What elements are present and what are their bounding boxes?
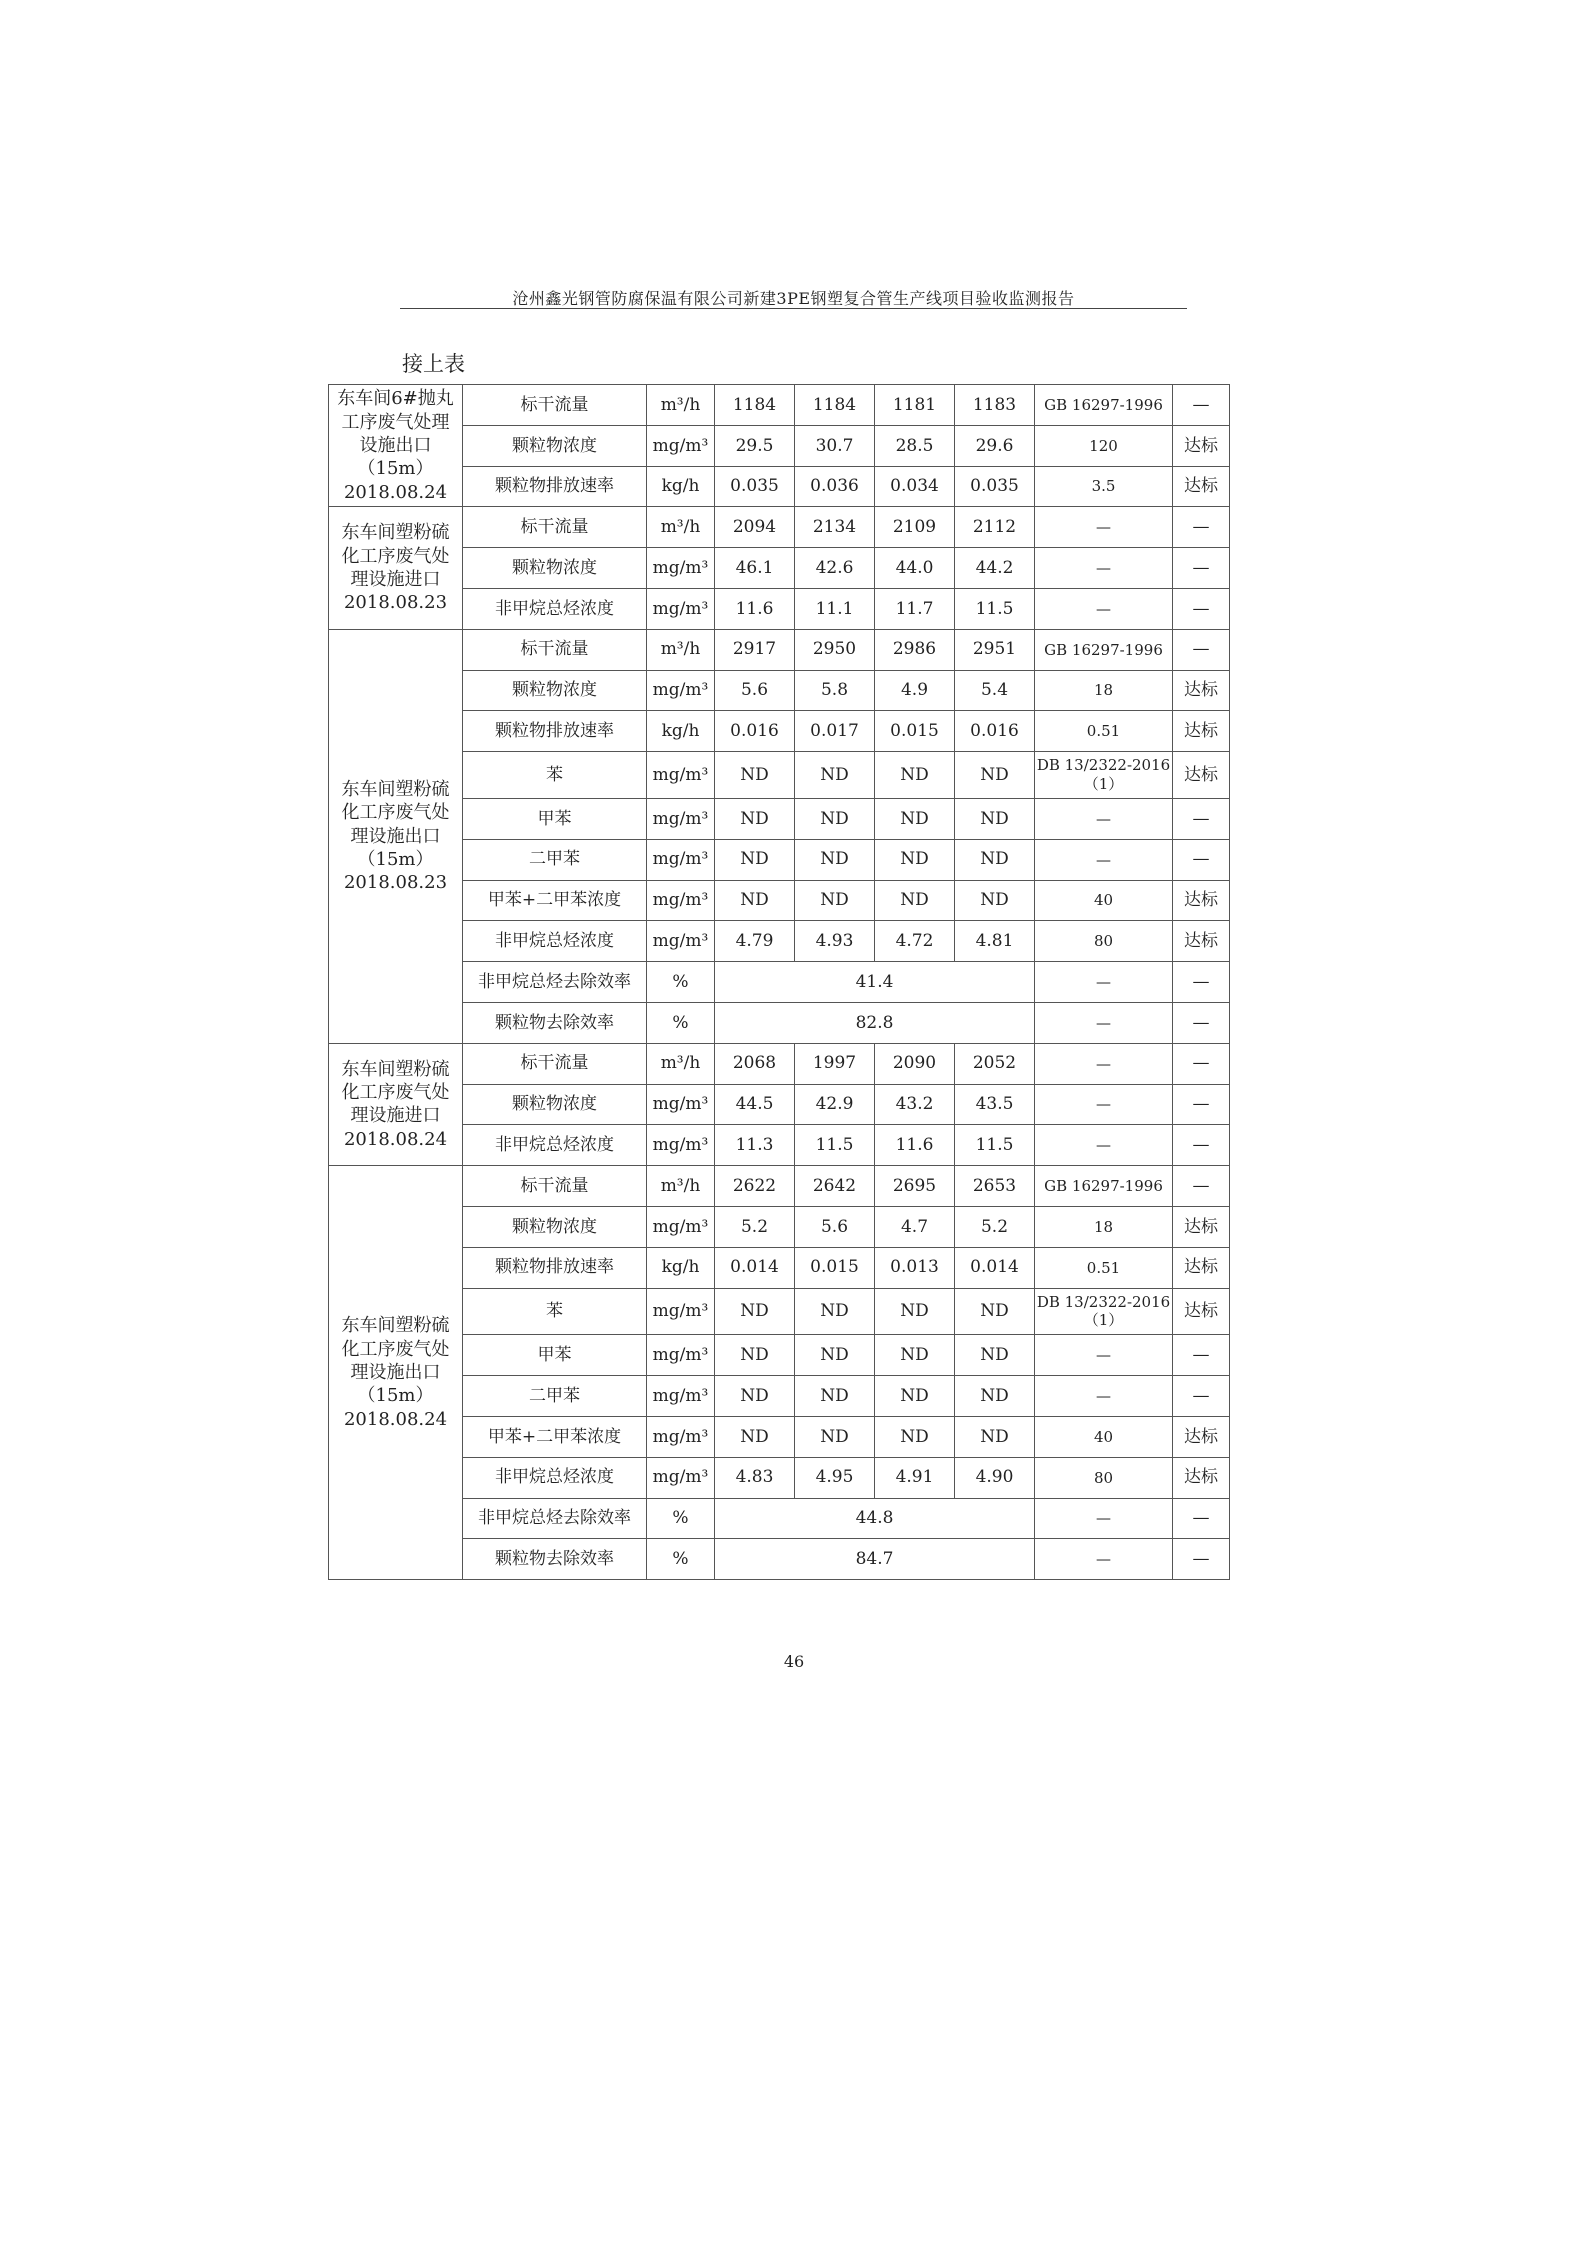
standard-cell: — <box>1035 1043 1173 1084</box>
site-line: 2018.08.23 <box>343 592 448 614</box>
value-cell: ND <box>715 1288 795 1335</box>
result-cell: — <box>1173 1002 1230 1043</box>
value-cell: ND <box>715 880 795 921</box>
value-cell: 2653 <box>955 1166 1035 1207</box>
result-cell: — <box>1173 1125 1230 1166</box>
site-line: 化工序废气处 <box>341 545 450 567</box>
item-cell: 颗粒物浓度 <box>463 670 647 711</box>
table-row <box>329 1043 1230 1084</box>
value-cell: 11.3 <box>715 1125 795 1166</box>
table-row <box>329 466 1230 507</box>
value-cell: 1183 <box>955 385 1035 426</box>
table-row <box>329 1457 1230 1498</box>
value-cell: 11.5 <box>795 1125 875 1166</box>
value-cell: 2950 <box>795 629 875 670</box>
value-cell: 2986 <box>875 629 955 670</box>
standard-cell: 3.5 <box>1035 466 1173 507</box>
value-cell: 2094 <box>715 507 795 548</box>
table-row <box>329 711 1230 752</box>
page-number: 46 <box>783 1652 805 1671</box>
result-cell: — <box>1173 839 1230 880</box>
standard-text: DB 13/2322-2016 <box>1036 756 1171 775</box>
item-cell: 甲苯+二甲苯浓度 <box>463 880 647 921</box>
unit-cell: m³/h <box>647 385 715 426</box>
item-cell: 颗粒物浓度 <box>463 548 647 589</box>
item-cell: 颗粒物排放速率 <box>463 711 647 752</box>
value-cell: 0.017 <box>795 711 875 752</box>
site-line: 理设施出口 <box>350 1361 441 1383</box>
result-cell: — <box>1173 629 1230 670</box>
unit-cell: m³/h <box>647 629 715 670</box>
table-row <box>329 839 1230 880</box>
value-cell: 4.79 <box>715 921 795 962</box>
value-cell: ND <box>795 839 875 880</box>
value-cell: 46.1 <box>715 548 795 589</box>
site-line: 化工序废气处 <box>341 802 450 824</box>
value-cell: 43.5 <box>955 1084 1035 1125</box>
value-cell: 5.4 <box>955 670 1035 711</box>
item-cell: 非甲烷总烃去除效率 <box>463 962 647 1003</box>
site-cell <box>329 507 463 629</box>
unit-cell: mg/m³ <box>647 1335 715 1376</box>
standard-cell: GB 16297-1996 <box>1035 1166 1173 1207</box>
site-line: 2018.08.24 <box>343 481 448 503</box>
standard-note: （1） <box>1083 1311 1124 1330</box>
unit-cell: mg/m³ <box>647 798 715 839</box>
value-cell: ND <box>875 1288 955 1335</box>
value-cell: 2112 <box>955 507 1035 548</box>
unit-cell: m³/h <box>647 507 715 548</box>
value-cell: ND <box>795 752 875 799</box>
unit-cell: mg/m³ <box>647 839 715 880</box>
site-line: 东车间塑粉硫 <box>341 1315 450 1337</box>
table-row <box>329 1376 1230 1417</box>
item-cell: 苯 <box>463 752 647 799</box>
item-cell: 苯 <box>463 1288 647 1335</box>
item-cell: 颗粒物排放速率 <box>463 466 647 507</box>
value-cell: 11.6 <box>715 588 795 629</box>
item-cell: 甲苯 <box>463 798 647 839</box>
table-row <box>329 921 1230 962</box>
table-row <box>329 385 1230 426</box>
value-cell: 4.7 <box>875 1206 955 1247</box>
value-cell: ND <box>795 1288 875 1335</box>
site-line: 理设施出口 <box>350 825 441 847</box>
value-cell: ND <box>715 1335 795 1376</box>
standard-cell: 40 <box>1035 880 1173 921</box>
value-cell: 4.9 <box>875 670 955 711</box>
value-cell: 0.015 <box>875 711 955 752</box>
table-row <box>329 425 1230 466</box>
table-row <box>329 1084 1230 1125</box>
unit-cell: % <box>647 1002 715 1043</box>
standard-text: DB 13/2322-2016 <box>1036 1292 1171 1311</box>
result-cell: — <box>1173 588 1230 629</box>
result-cell: 达标 <box>1173 425 1230 466</box>
value-cell: ND <box>715 1376 795 1417</box>
standard-cell: 80 <box>1035 921 1173 962</box>
table-row <box>329 1206 1230 1247</box>
site-line: 设施出口 <box>359 435 432 456</box>
value-cell: 11.5 <box>955 1125 1035 1166</box>
value-cell: ND <box>955 1288 1035 1335</box>
value-cell: 42.6 <box>795 548 875 589</box>
value-cell: 5.2 <box>955 1206 1035 1247</box>
result-cell: — <box>1173 1043 1230 1084</box>
result-cell: — <box>1173 385 1230 426</box>
standard-cell: 40 <box>1035 1416 1173 1457</box>
item-cell: 非甲烷总烃浓度 <box>463 1457 647 1498</box>
value-cell: 11.7 <box>875 588 955 629</box>
table-row <box>329 1247 1230 1288</box>
value-cell: 1184 <box>715 385 795 426</box>
item-cell: 甲苯 <box>463 1335 647 1376</box>
site-line: （15m） <box>357 458 434 480</box>
table-row <box>329 752 1230 799</box>
unit-cell: mg/m³ <box>647 752 715 799</box>
result-cell: 达标 <box>1173 1247 1230 1288</box>
site-cell <box>329 629 463 1043</box>
value-cell: 0.034 <box>875 466 955 507</box>
standard-cell: 120 <box>1035 425 1173 466</box>
value-cell: ND <box>795 1416 875 1457</box>
item-cell: 非甲烷总烃浓度 <box>463 921 647 962</box>
site-line: 东车间塑粉硫 <box>341 522 450 544</box>
item-cell: 颗粒物排放速率 <box>463 1247 647 1288</box>
result-cell: — <box>1173 1539 1230 1580</box>
item-cell: 非甲烷总烃去除效率 <box>463 1498 647 1539</box>
unit-cell: mg/m³ <box>647 921 715 962</box>
value-cell: 2052 <box>955 1043 1035 1084</box>
unit-cell: mg/m³ <box>647 1457 715 1498</box>
value-cell: ND <box>875 752 955 799</box>
item-cell: 标干流量 <box>463 1166 647 1207</box>
merged-value-cell: 82.8 <box>715 1002 1035 1043</box>
value-cell: 44.0 <box>875 548 955 589</box>
table-row <box>329 507 1230 548</box>
value-cell: 2622 <box>715 1166 795 1207</box>
value-cell: 4.93 <box>795 921 875 962</box>
value-cell: 0.014 <box>715 1247 795 1288</box>
item-cell: 标干流量 <box>463 507 647 548</box>
value-cell: 1181 <box>875 385 955 426</box>
table-row <box>329 1002 1230 1043</box>
result-cell: 达标 <box>1173 466 1230 507</box>
item-cell: 标干流量 <box>463 629 647 670</box>
value-cell: ND <box>795 1376 875 1417</box>
standard-cell: GB 16297-1996 <box>1035 385 1173 426</box>
value-cell: 4.83 <box>715 1457 795 1498</box>
value-cell: 2109 <box>875 507 955 548</box>
table-row <box>329 1498 1230 1539</box>
unit-cell: mg/m³ <box>647 425 715 466</box>
standard-cell <box>1035 752 1173 799</box>
merged-value-cell: 44.8 <box>715 1498 1035 1539</box>
item-cell: 颗粒物浓度 <box>463 1206 647 1247</box>
unit-cell: kg/h <box>647 1247 715 1288</box>
item-cell: 二甲苯 <box>463 839 647 880</box>
value-cell: ND <box>875 1416 955 1457</box>
site-cell <box>329 385 463 507</box>
value-cell: 0.014 <box>955 1247 1035 1288</box>
value-cell: 42.9 <box>795 1084 875 1125</box>
value-cell: ND <box>715 1416 795 1457</box>
value-cell: ND <box>715 839 795 880</box>
value-cell: ND <box>955 839 1035 880</box>
result-cell: — <box>1173 962 1230 1003</box>
table-row <box>329 629 1230 670</box>
value-cell: 2134 <box>795 507 875 548</box>
standard-cell: 18 <box>1035 1206 1173 1247</box>
standard-cell: 0.51 <box>1035 711 1173 752</box>
table-row <box>329 1416 1230 1457</box>
table-row <box>329 1166 1230 1207</box>
value-cell: 11.6 <box>875 1125 955 1166</box>
result-cell: 达标 <box>1173 1416 1230 1457</box>
site-line: 工序废气处理 <box>341 411 450 433</box>
table-row <box>329 1335 1230 1376</box>
standard-cell: 0.51 <box>1035 1247 1173 1288</box>
standard-cell: — <box>1035 962 1173 1003</box>
value-cell: 4.91 <box>875 1457 955 1498</box>
value-cell: ND <box>955 752 1035 799</box>
table-row <box>329 1539 1230 1580</box>
item-cell: 标干流量 <box>463 1043 647 1084</box>
value-cell: ND <box>795 798 875 839</box>
value-cell: 11.1 <box>795 588 875 629</box>
value-cell: 4.81 <box>955 921 1035 962</box>
standard-cell: — <box>1035 1335 1173 1376</box>
unit-cell: mg/m³ <box>647 548 715 589</box>
value-cell: 44.2 <box>955 548 1035 589</box>
table-row <box>329 1125 1230 1166</box>
result-cell: 达标 <box>1173 1457 1230 1498</box>
result-cell: 达标 <box>1173 1206 1230 1247</box>
value-cell: 2951 <box>955 629 1035 670</box>
table-row <box>329 1288 1230 1335</box>
unit-cell: kg/h <box>647 466 715 507</box>
unit-cell: mg/m³ <box>647 1416 715 1457</box>
unit-cell: mg/m³ <box>647 588 715 629</box>
value-cell: 5.8 <box>795 670 875 711</box>
standard-cell <box>1035 1288 1173 1335</box>
site-line: 化工序废气处 <box>341 1082 450 1104</box>
value-cell: ND <box>875 1335 955 1376</box>
value-cell: 28.5 <box>875 425 955 466</box>
site-line: 东车间塑粉硫 <box>341 1058 450 1080</box>
item-cell: 颗粒物浓度 <box>463 1084 647 1125</box>
value-cell: 29.6 <box>955 425 1035 466</box>
value-cell: 5.6 <box>715 670 795 711</box>
standard-cell: 80 <box>1035 1457 1173 1498</box>
value-cell: ND <box>795 1335 875 1376</box>
item-cell: 颗粒物浓度 <box>463 425 647 466</box>
table-row <box>329 588 1230 629</box>
value-cell: 0.015 <box>795 1247 875 1288</box>
value-cell: 0.035 <box>955 466 1035 507</box>
site-line: 东车间6#抛丸 <box>337 388 454 410</box>
table-body <box>329 385 1230 1580</box>
merged-value-cell: 84.7 <box>715 1539 1035 1580</box>
result-cell: — <box>1173 507 1230 548</box>
standard-cell: — <box>1035 588 1173 629</box>
value-cell: 4.95 <box>795 1457 875 1498</box>
unit-cell: % <box>647 1498 715 1539</box>
standard-cell: — <box>1035 1498 1173 1539</box>
table-row <box>329 962 1230 1003</box>
value-cell: ND <box>875 839 955 880</box>
result-cell: — <box>1173 1376 1230 1417</box>
table-row <box>329 798 1230 839</box>
standard-cell: — <box>1035 1539 1173 1580</box>
result-cell: 达标 <box>1173 1288 1230 1335</box>
value-cell: 0.035 <box>715 466 795 507</box>
site-line: 化工序废气处 <box>341 1338 450 1360</box>
standard-cell: — <box>1035 839 1173 880</box>
unit-cell: mg/m³ <box>647 670 715 711</box>
item-cell: 颗粒物去除效率 <box>463 1539 647 1580</box>
table-row <box>329 670 1230 711</box>
result-cell: — <box>1173 1084 1230 1125</box>
value-cell: 0.016 <box>955 711 1035 752</box>
value-cell: ND <box>715 798 795 839</box>
value-cell: 44.5 <box>715 1084 795 1125</box>
site-line: （15m） <box>357 848 434 870</box>
value-cell: ND <box>955 798 1035 839</box>
value-cell: ND <box>955 1376 1035 1417</box>
result-cell: — <box>1173 1335 1230 1376</box>
standard-cell: — <box>1035 1376 1173 1417</box>
value-cell: ND <box>715 752 795 799</box>
value-cell: 0.013 <box>875 1247 955 1288</box>
result-cell: 达标 <box>1173 711 1230 752</box>
result-cell: 达标 <box>1173 670 1230 711</box>
unit-cell: % <box>647 1539 715 1580</box>
site-line: 2018.08.23 <box>343 872 448 894</box>
value-cell: ND <box>955 880 1035 921</box>
continue-label: 接上表 <box>402 352 465 376</box>
site-line: 2018.08.24 <box>343 1408 448 1430</box>
value-cell: 5.2 <box>715 1206 795 1247</box>
result-cell: — <box>1173 1498 1230 1539</box>
value-cell: ND <box>955 1416 1035 1457</box>
site-cell <box>329 1043 463 1165</box>
site-line: （15m） <box>357 1385 434 1407</box>
item-cell: 颗粒物去除效率 <box>463 1002 647 1043</box>
unit-cell: m³/h <box>647 1043 715 1084</box>
value-cell: 2090 <box>875 1043 955 1084</box>
item-cell: 甲苯+二甲苯浓度 <box>463 1416 647 1457</box>
value-cell: 1184 <box>795 385 875 426</box>
value-cell: 4.72 <box>875 921 955 962</box>
standard-cell: — <box>1035 798 1173 839</box>
result-cell: — <box>1173 548 1230 589</box>
value-cell: 30.7 <box>795 425 875 466</box>
value-cell: 29.5 <box>715 425 795 466</box>
site-cell <box>329 1166 463 1580</box>
site-line: 2018.08.24 <box>343 1128 448 1150</box>
standard-cell: — <box>1035 1002 1173 1043</box>
site-line: 东车间塑粉硫 <box>341 778 450 800</box>
unit-cell: mg/m³ <box>647 1288 715 1335</box>
site-line: 理设施进口 <box>350 1105 441 1127</box>
result-cell: 达标 <box>1173 880 1230 921</box>
value-cell: ND <box>955 1335 1035 1376</box>
unit-cell: kg/h <box>647 711 715 752</box>
result-cell: 达标 <box>1173 921 1230 962</box>
value-cell: 2068 <box>715 1043 795 1084</box>
site-line: 理设施进口 <box>350 569 441 591</box>
report-header: 沧州鑫光钢管防腐保温有限公司新建3PE钢塑复合管生产线项目验收监测报告 <box>512 289 1075 308</box>
unit-cell: m³/h <box>647 1166 715 1207</box>
value-cell: 1997 <box>795 1043 875 1084</box>
value-cell: ND <box>875 798 955 839</box>
item-cell: 二甲苯 <box>463 1376 647 1417</box>
item-cell: 非甲烷总烃浓度 <box>463 1125 647 1166</box>
standard-cell: — <box>1035 507 1173 548</box>
unit-cell: mg/m³ <box>647 1084 715 1125</box>
value-cell: ND <box>875 880 955 921</box>
value-cell: ND <box>795 880 875 921</box>
result-cell: — <box>1173 1166 1230 1207</box>
value-cell: 43.2 <box>875 1084 955 1125</box>
standard-cell: GB 16297-1996 <box>1035 629 1173 670</box>
value-cell: 11.5 <box>955 588 1035 629</box>
unit-cell: mg/m³ <box>647 1125 715 1166</box>
header-rule <box>400 308 1187 309</box>
value-cell: 2917 <box>715 629 795 670</box>
value-cell: 5.6 <box>795 1206 875 1247</box>
standard-note: （1） <box>1083 775 1124 794</box>
value-cell: 2695 <box>875 1166 955 1207</box>
table-row <box>329 548 1230 589</box>
unit-cell: mg/m³ <box>647 880 715 921</box>
unit-cell: mg/m³ <box>647 1206 715 1247</box>
value-cell: 0.016 <box>715 711 795 752</box>
result-cell: — <box>1173 798 1230 839</box>
monitoring-table <box>328 384 1230 1580</box>
standard-cell: — <box>1035 1125 1173 1166</box>
merged-value-cell: 41.4 <box>715 962 1035 1003</box>
unit-cell: % <box>647 962 715 1003</box>
table-row <box>329 880 1230 921</box>
standard-cell: — <box>1035 1084 1173 1125</box>
standard-cell: — <box>1035 548 1173 589</box>
standard-cell: 18 <box>1035 670 1173 711</box>
value-cell: 4.90 <box>955 1457 1035 1498</box>
item-cell: 非甲烷总烃浓度 <box>463 588 647 629</box>
value-cell: 2642 <box>795 1166 875 1207</box>
result-cell: 达标 <box>1173 752 1230 799</box>
value-cell: 0.036 <box>795 466 875 507</box>
unit-cell: mg/m³ <box>647 1376 715 1417</box>
item-cell: 标干流量 <box>463 385 647 426</box>
value-cell: ND <box>875 1376 955 1417</box>
